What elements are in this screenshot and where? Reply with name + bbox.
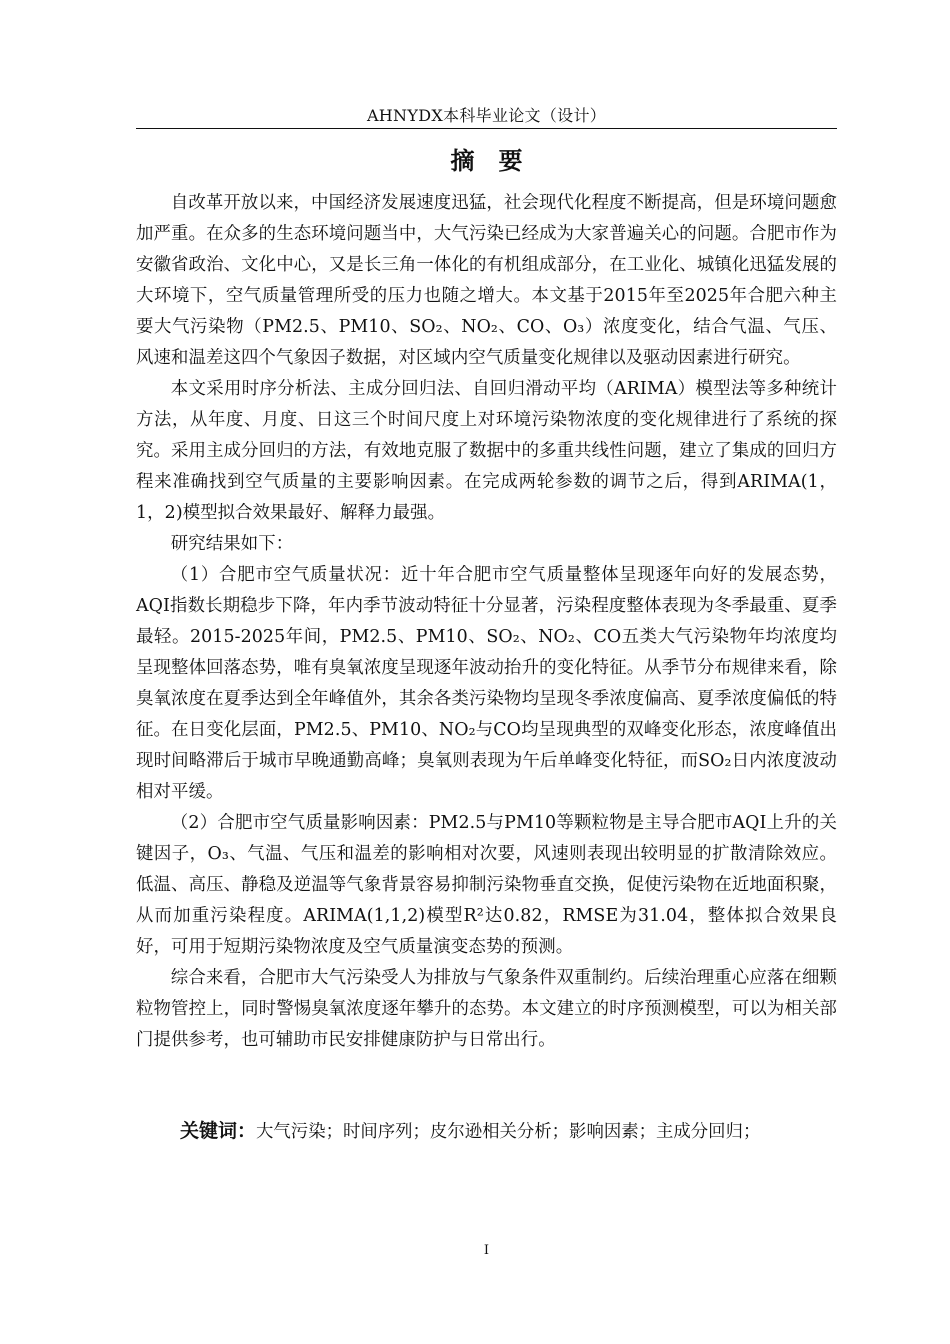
header-rule <box>136 128 837 129</box>
abstract-paragraph-intro: 自改革开放以来，中国经济发展速度迅猛，社会现代化程度不断提高，但是环境问题愈加严重。在众多的生态环境问题当中，大气污染已经成为大家普遍关心的问题。合肥市作为安徽省政治、文化中心，又是长三角一体化的有机组成部分，在工业化、城镇化迅猛发展的大环境下，空气质量管理所受的压力也随之增大。本文基于2015年至2025年合肥六种主要大气污染物（PM2.5、PM10、SO₂、NO₂、CO、O₃）浓度变化，结合气温、气压、风速和温差这四个气象因子数据，对区域内空气质量变化规律以及驱动因素进行研究。 <box>136 193 837 368</box>
abstract-paragraph-result-2: （2）合肥市空气质量影响因素：PM2.5与PM10等颗粒物是主导合肥市AQI上升的关键因子，O₃、气温、气压和温差的影响相对次要，风速则表现出较明显的扩散清除效应。低温、高压、静稳及逆温等气象背景容易抑制污染物垂直交换，促使污染物在近地面积聚，从而加重污染程度。ARIMA(1,1,2)模型R²达0.82，RMSE为31.04，整体拟合效果良好，可用于短期污染物浓度及空气质量演变态势的预测。 <box>136 813 837 957</box>
keywords-text: 大气污染；时间序列；皮尔逊相关分析；影响因素；主成分回归； <box>256 1122 761 1142</box>
abstract-title: 摘 要 <box>450 147 523 175</box>
abstract-paragraph-conclusion: 综合来看，合肥市大气污染受人为排放与气象条件双重制约。后续治理重心应落在细颗粒物管控上，同时警惕臭氧浓度逐年攀升的态势。本文建立的时序预测模型，可以为相关部门提供参考，也可辅助市民安排健康防护与日常出行。 <box>136 968 837 1050</box>
abstract-paragraph-methods: 本文采用时序分析法、主成分回归法、自回归滑动平均（ARIMA）模型法等多种统计方法，从年度、月度、日这三个时间尺度上对环境污染物浓度的变化规律进行了系统的探究。采用主成分回归的方法，有效地克服了数据中的多重共线性问题，建立了集成的回归方程来准确找到空气质量的主要影响因素。在完成两轮参数的调节之后，得到ARIMA(1，1，2)模型拟合效果最好、解释力最强。 <box>136 379 837 523</box>
keywords-line <box>180 1113 840 1150</box>
running-header: AHNYDX本科毕业论文（设计） <box>366 106 607 125</box>
abstract-paragraph-results-lead: 研究结果如下： <box>170 534 294 554</box>
page-number: I <box>483 1243 490 1258</box>
keywords-label: 关键词： <box>180 1120 257 1142</box>
abstract-body <box>136 188 837 1056</box>
abstract-paragraph-result-1: （1）合肥市空气质量状况：近十年合肥市空气质量整体呈现逐年向好的发展态势，AQI指数长期稳步下降，年内季节波动特征十分显著，污染程度整体表现为冬季最重、夏季最轻。2015-2025年间，PM2.5、PM10、SO₂、NO₂、CO五类大气污染物年均浓度均呈现整体回落态势，唯有臭氧浓度呈现逐年波动抬升的变化特征。从季节分布规律来看，除臭氧浓度在夏季达到全年峰值外，其余各类污染物均呈现冬季浓度偏高、夏季浓度偏低的特征。在日变化层面，PM2.5、PM10、NO₂与CO均呈现典型的双峰变化形态，浓度峰值出现时间略滞后于城市早晚通勤高峰；臭氧则表现为午后单峰变化特征，而SO₂日内浓度波动相对平缓。 <box>136 565 837 802</box>
